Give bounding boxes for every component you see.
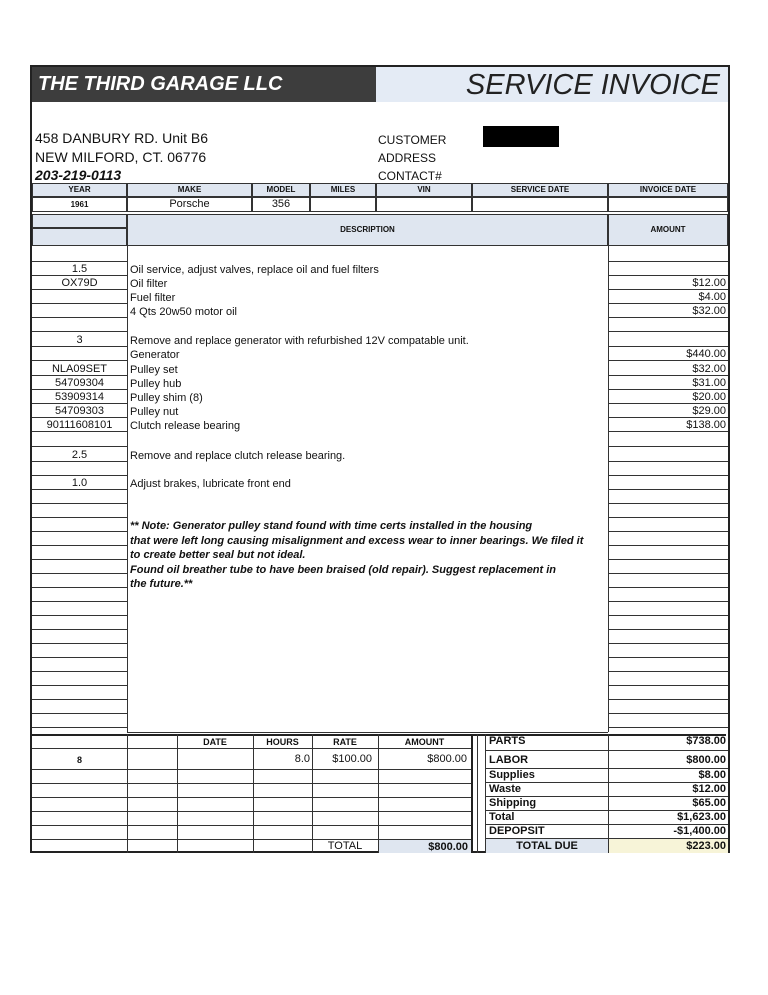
code-cell: 1.0 [32, 476, 127, 490]
year-value: 1961 [32, 197, 127, 212]
header-brand-bar [32, 67, 376, 102]
supplies-label: Supplies [489, 769, 535, 781]
list-item [608, 616, 728, 630]
header-title-bar [376, 67, 728, 102]
list-item [32, 560, 127, 574]
description-line: Pulley set [130, 364, 178, 376]
divider [32, 748, 471, 749]
list-item [608, 262, 728, 276]
labor-hours: 8.0 [294, 753, 310, 765]
labor-rate: $100.00 [332, 753, 372, 765]
divider [608, 734, 609, 853]
list-item [608, 504, 728, 518]
service-date-header: SERVICE DATE [472, 183, 608, 197]
description-line: Clutch release bearing [130, 420, 241, 432]
shop-address-line2: NEW MILFORD, CT. 06776 [35, 149, 207, 165]
left-header-cell [32, 214, 127, 228]
code-cell: 54709303 [32, 404, 127, 418]
divider [127, 734, 128, 853]
technician-note [130, 519, 608, 592]
note-line: Found oil breather tube to have been braised (old repair). Suggest replacement in [130, 563, 557, 576]
labor-tech: 8 [76, 755, 82, 765]
description-line: Generator [130, 349, 180, 361]
parts-label: PARTS [489, 735, 526, 747]
labor-hours-header: HOURS [266, 737, 299, 747]
amount-cell: $138.00 [608, 418, 728, 432]
list-item [32, 290, 127, 304]
note-line: ** Note: Generator pulley stand found with time certs installed in the housing [130, 520, 533, 532]
list-item [608, 490, 728, 504]
parts-value: $738.00 [686, 735, 726, 747]
address-label: ADDRESS [378, 151, 437, 165]
amount-cell: $20.00 [608, 390, 728, 404]
list-item [608, 714, 728, 728]
total-due-value: $223.00 [609, 839, 728, 853]
labor-value: $800.00 [686, 754, 726, 766]
list-item [32, 616, 127, 630]
divider [477, 734, 478, 853]
list-item [608, 333, 728, 347]
list-item [608, 658, 728, 672]
list-item [32, 700, 127, 714]
note-line: that were left long causing misalignment and excess wear to inner bearings. We filed it [130, 534, 584, 547]
invoice-title: SERVICE INVOICE [465, 69, 720, 101]
list-item [608, 462, 728, 476]
divider [32, 825, 471, 826]
labor-amount-header: AMOUNT [404, 737, 445, 747]
list-item [608, 476, 728, 490]
contact-label: CONTACT# [378, 169, 442, 183]
code-cell: 90111608101 [32, 418, 127, 432]
description-line: Oil filter [130, 278, 168, 290]
invoice-page [30, 65, 730, 853]
make-value: Porsche [127, 197, 252, 212]
code-cell: 1.5 [32, 262, 127, 276]
note-line: the future.** [130, 578, 193, 590]
amount-cell: $32.00 [608, 362, 728, 376]
list-item [608, 686, 728, 700]
description-line: Remove and replace generator with refurbished 12V compatable unit. [130, 335, 469, 347]
description-line: Pulley hub [130, 378, 182, 390]
supplies-value: $8.00 [698, 769, 726, 781]
divider [32, 811, 471, 812]
waste-value: $12.00 [692, 783, 726, 795]
year-header: YEAR [32, 183, 127, 197]
labor-date-header: DATE [203, 737, 227, 747]
amount-cell: $12.00 [608, 276, 728, 290]
total-value: $1,623.00 [677, 811, 726, 823]
amount-cell: $31.00 [608, 376, 728, 390]
list-item [32, 304, 127, 318]
code-cell: 3 [32, 333, 127, 347]
code-cell: 53909314 [32, 390, 127, 404]
description-line: Remove and replace clutch release bearing. [130, 450, 346, 462]
labor-total-label: TOTAL [327, 840, 363, 852]
divider [177, 734, 178, 853]
vin-value [376, 197, 472, 212]
list-item [32, 658, 127, 672]
list-item [32, 532, 127, 546]
model-header: MODEL [252, 183, 310, 197]
list-item [32, 462, 127, 476]
list-item [608, 588, 728, 602]
amount-header: AMOUNT [608, 214, 728, 246]
code-cell: NLA09SET [32, 362, 127, 376]
list-item [32, 347, 127, 361]
shop-address-line1: 458 DANBURY RD. Unit B6 [35, 130, 208, 146]
list-item [32, 714, 127, 728]
invoice-date-header: INVOICE DATE [608, 183, 728, 197]
description-line: Adjust brakes, lubricate front end [130, 478, 291, 490]
description-line: Pulley nut [130, 406, 179, 418]
shop-name: THE THIRD GARAGE LLC [38, 73, 283, 95]
divider [471, 734, 473, 853]
list-item [608, 448, 728, 462]
code-cell: 54709304 [32, 376, 127, 390]
shipping-value: $65.00 [692, 797, 726, 809]
miles-header: MILES [310, 183, 376, 197]
description-header: DESCRIPTION [127, 214, 608, 246]
service-date-value [472, 197, 608, 212]
divider [485, 750, 728, 751]
code-cell: OX79D [32, 276, 127, 290]
list-item [32, 433, 127, 447]
description-line: Fuel filter [130, 292, 176, 304]
make-header: MAKE [127, 183, 252, 197]
shipping-label: Shipping [489, 797, 537, 809]
labor-label: LABOR [489, 754, 529, 766]
list-item [608, 433, 728, 447]
description-line: Oil service, adjust valves, replace oil and fuel filters [130, 264, 379, 276]
list-item [32, 318, 127, 332]
list-item [608, 644, 728, 658]
divider [127, 246, 128, 732]
list-item [608, 672, 728, 686]
customer-label: CUSTOMER [378, 133, 447, 147]
customer-redaction-block [483, 126, 559, 147]
list-item [608, 518, 728, 532]
labor-total-value: $800.00 [379, 840, 471, 853]
total-due-label: TOTAL DUE [486, 839, 608, 853]
list-item [32, 248, 127, 262]
list-item [32, 672, 127, 686]
list-item [608, 602, 728, 616]
left-header-cell [32, 228, 127, 246]
list-item [608, 630, 728, 644]
invoice-date-value [608, 197, 728, 212]
divider [485, 734, 486, 853]
list-item [32, 518, 127, 532]
amount-cell: $29.00 [608, 404, 728, 418]
description-line: Pulley shim (8) [130, 392, 203, 404]
list-item [608, 248, 728, 262]
note-line: to create better seal but not ideal. [130, 549, 306, 561]
list-item [32, 574, 127, 588]
list-item [608, 532, 728, 546]
divider [32, 797, 471, 798]
list-item [32, 504, 127, 518]
amount-cell: $4.00 [608, 290, 728, 304]
list-item [32, 546, 127, 560]
code-cell: 2.5 [32, 448, 127, 462]
list-item [32, 602, 127, 616]
list-item [608, 318, 728, 332]
model-value: 356 [252, 197, 310, 212]
list-item [32, 686, 127, 700]
list-item [608, 546, 728, 560]
list-item [608, 560, 728, 574]
divider [127, 732, 608, 733]
list-item [608, 700, 728, 714]
amount-cell: $32.00 [608, 304, 728, 318]
labor-rate-header: RATE [333, 737, 357, 747]
list-item [32, 630, 127, 644]
list-item [32, 490, 127, 504]
vin-header: VIN [376, 183, 472, 197]
total-label: Total [489, 811, 515, 823]
description-line: 4 Qts 20w50 motor oil [130, 306, 237, 318]
labor-amount: $800.00 [427, 753, 467, 765]
divider [32, 769, 471, 770]
miles-value [310, 197, 376, 212]
list-item [32, 588, 127, 602]
deposit-value: -$1,400.00 [673, 825, 726, 837]
list-item [608, 574, 728, 588]
amount-cell: $440.00 [608, 347, 728, 361]
list-item [32, 644, 127, 658]
shop-phone: 203-219-0113 [35, 167, 122, 183]
waste-label: Waste [489, 783, 521, 795]
divider [32, 783, 471, 784]
deposit-label: DEPOPSIT [489, 825, 545, 837]
